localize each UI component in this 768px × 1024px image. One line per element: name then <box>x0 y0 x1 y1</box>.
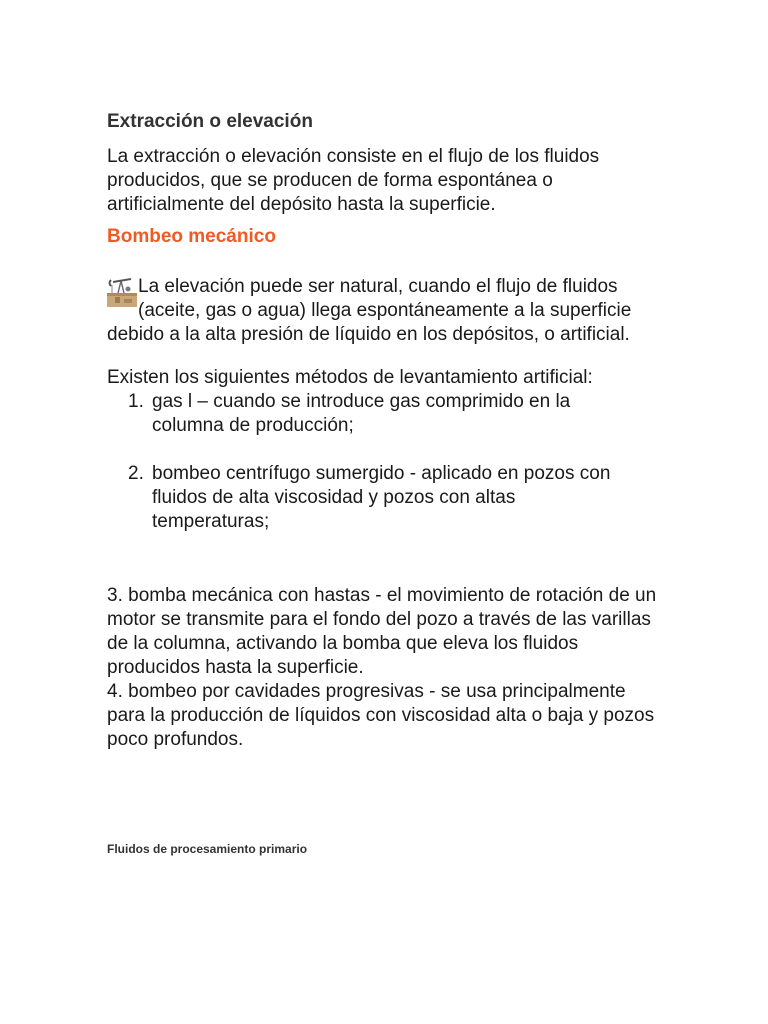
list-item <box>107 462 632 534</box>
elevation-text: La elevación puede ser natural, cuando el flujo de fluidos (aceite, gas o agua) llega espontáneamente a la superficie debido a la alta presión de líquido en los depósitos, o artificial. <box>107 276 632 345</box>
pumpjack-thumbnail-icon <box>107 275 137 307</box>
list-item-number: 2. <box>128 463 144 484</box>
section-title: Extracción o elevación <box>107 111 313 132</box>
method-3-paragraph: 3. bomba mecánica con hastas - el movimiento de rotación de un motor se transmite para el fondo del pozo a través de las varillas de la columna, activando la bomba que eleva los fluidos producidos hasta la superficie. <box>107 585 657 678</box>
list-item-number: 1. <box>128 391 144 412</box>
list-item <box>107 390 632 438</box>
methods-list <box>107 390 667 534</box>
elevation-paragraph <box>107 275 667 347</box>
intro-paragraph: La extracción o elevación consiste en el flujo de los fluidos producidos, que se producen de forma espontánea o artificialmente del depósito hasta la superficie. <box>107 146 600 215</box>
method-4-paragraph: 4. bombeo por cavidades progresivas - se usa principalmente para la producción de líquidos con viscosidad alta o baja y pozos poco profundos. <box>107 681 655 750</box>
list-item-text: bombeo centrífugo sumergido - aplicado en pozos con fluidos de alta viscosidad y pozos con altas temperaturas; <box>152 463 611 532</box>
list-item-text: gas l – cuando se introduce gas comprimido en la columna de producción; <box>152 391 571 436</box>
section-caption: Fluidos de procesamiento primario <box>107 842 308 856</box>
methods-intro: Existen los siguientes métodos de levantamiento artificial: <box>107 367 593 388</box>
subsection-title-bombeo: Bombeo mecánico <box>107 226 276 247</box>
